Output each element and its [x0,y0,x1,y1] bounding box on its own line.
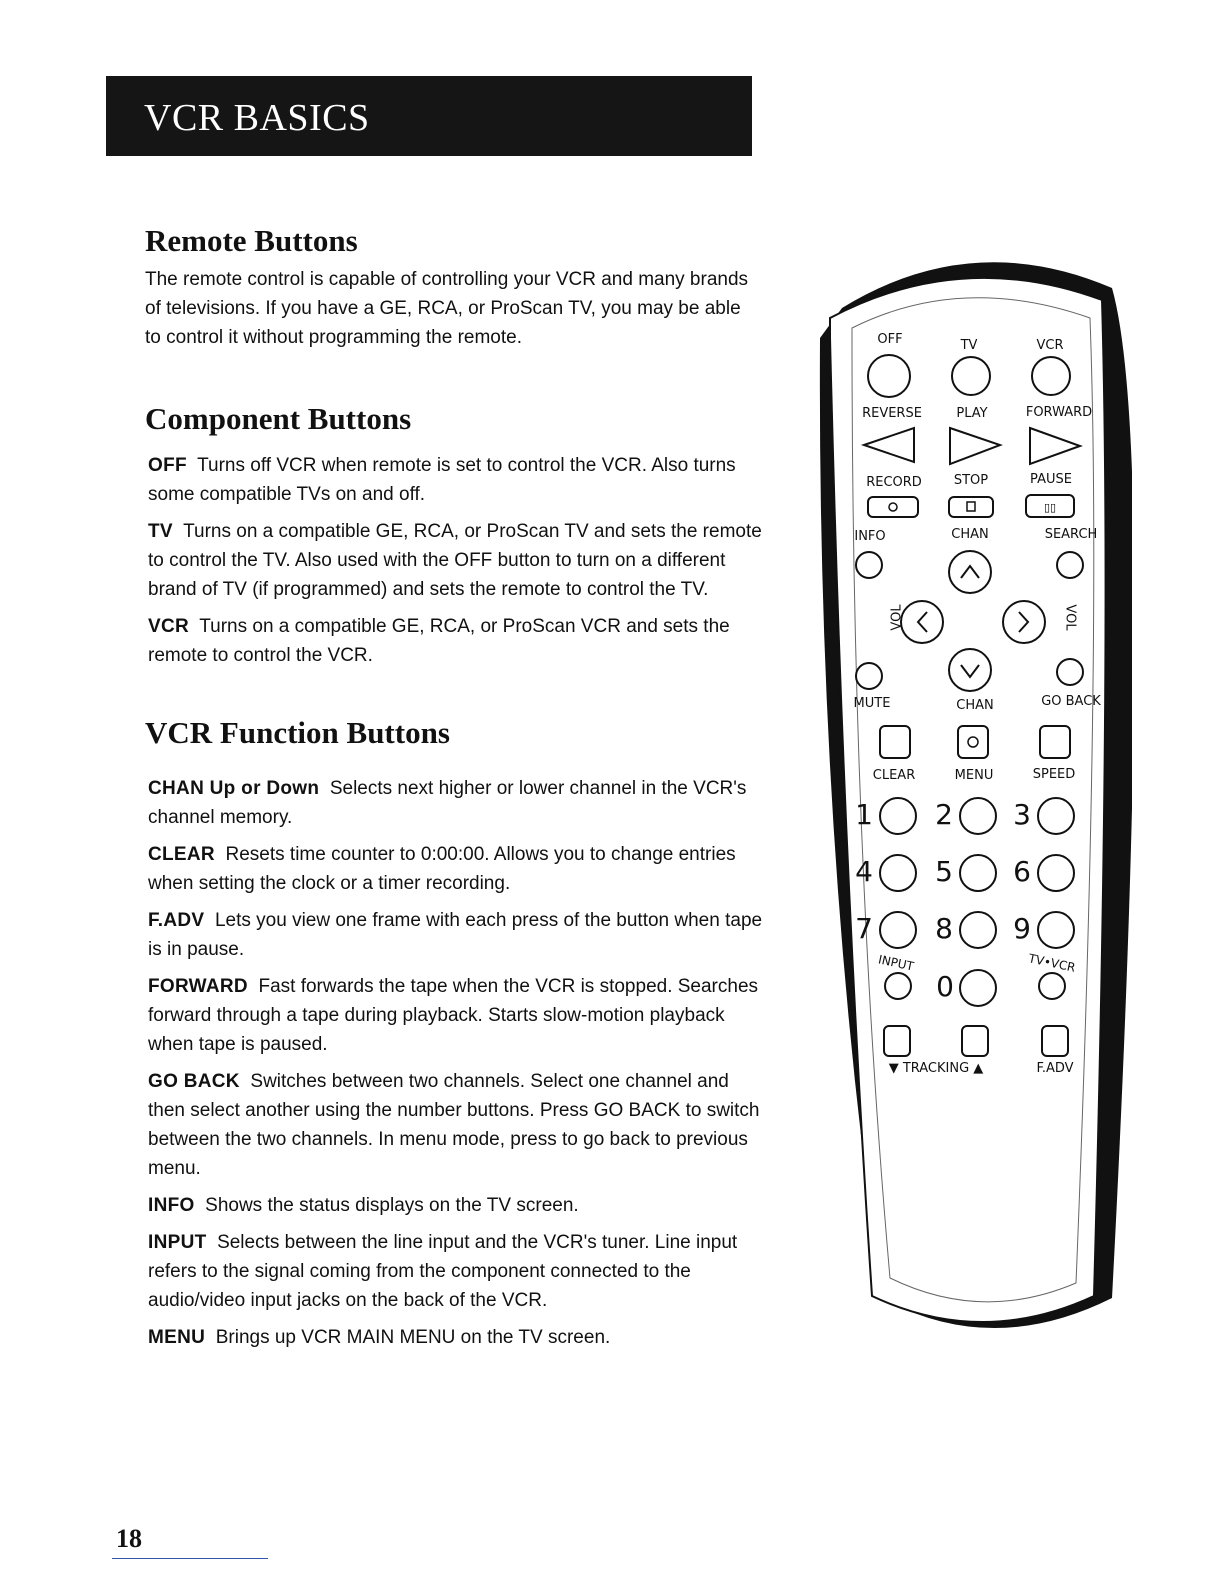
component-buttons-heading: Component Buttons [145,401,412,437]
chan-down-label: CHAN [956,698,994,713]
chan-up-label: CHAN [951,527,989,542]
section-banner [106,76,752,156]
fadv-label: F.ADV [1036,1061,1074,1076]
digit-3-label: 3 [1013,798,1031,831]
vcr-label: VCR [1036,338,1064,353]
vcr-function-buttons-heading: VCR Function Buttons [145,715,450,751]
forward-label: FORWARD [1025,405,1093,420]
entry-forward: FORWARD Fast forwards the tape when the VCR is stopped. Searches forward through a tape during playback. Starts slow-motion playback when tape is paused. [148,975,759,1055]
pause-label: PAUSE [1030,472,1072,487]
digit-7-label: 7 [855,912,873,945]
mute-label: MUTE [853,696,891,711]
pause-icon: ▯▯ [1043,501,1057,514]
tv-vcr-label: TV•VCR [1027,951,1077,975]
digit-2-label: 2 [935,798,953,831]
info-label: INFO [854,529,886,544]
remote-buttons-intro: The remote control is capable of controlling your VCR and many brands of televisions. If you have a GE, RCA, or ProScan TV, you may be able to control it without programming the remote. [145,269,749,349]
section-title: VCR BASICS [144,97,370,139]
digit-6-label: 6 [1013,855,1031,888]
digit-1-label: 1 [855,798,873,831]
vol-left-label: VOL [889,604,905,631]
entry-fadv: F.ADV Lets you view one frame with each press of the button when tape is in pause. [148,909,763,960]
page-number: 18 [116,1524,142,1553]
component-buttons-list [145,451,765,670]
tv-label: TV [960,338,978,353]
vcr-function-buttons-list [145,774,765,1352]
play-label: PLAY [956,406,988,421]
off-label: OFF [877,332,903,347]
entry-tv: TV Turns on a compatible GE, RCA, or ProScan TV and sets the remote to control the TV. Also used with the OFF button to turn on a different brand of TV (if programmed) and sets the remote to control the TV. [148,521,762,601]
entry-chan: CHAN Up or Down Selects next higher or lower channel in the VCR's channel memory. [148,777,747,828]
entry-clear: CLEAR Resets time counter to 0:00:00. Allows you to change entries when setting the clock or a timer recording. [148,843,736,894]
vol-right-label: VOL [1062,604,1078,631]
speed-label: SPEED [1032,767,1076,782]
stop-label: STOP [953,473,989,488]
search-label: SEARCH [1044,527,1098,542]
remote-control-illustration [812,248,1132,1338]
entry-input: INPUT Selects between the line input and the VCR's tuner. Line input refers to the signal coming from the component connected to the audio/video input jacks on the back of the VCR. [148,1231,738,1311]
digit-4-label: 4 [855,855,873,888]
main-text [145,222,765,1360]
tracking-label: ▼ TRACKING ▲ [888,1061,984,1076]
record-label: RECORD [866,475,922,490]
digit-8-label: 8 [935,912,953,945]
clear-label: CLEAR [872,768,916,783]
reverse-label: REVERSE [862,406,922,421]
entry-vcr: VCR Turns on a compatible GE, RCA, or ProScan VCR and sets the remote to control the VCR. [148,616,730,667]
go-back-label: GO BACK [1041,694,1101,709]
input-label: INPUT [876,952,916,974]
menu-label: MENU [954,768,994,783]
entry-off: OFF Turns off VCR when remote is set to control the VCR. Also turns some compatible TVs on and off. [148,455,736,506]
digit-0-label: 0 [936,970,954,1003]
page-number-rule [112,1558,268,1559]
remote-buttons-heading: Remote Buttons [145,223,358,258]
digit-9-label: 9 [1013,912,1031,945]
digit-5-label: 5 [935,855,953,888]
entry-info: INFO Shows the status displays on the TV screen. [148,1194,579,1216]
entry-menu: MENU Brings up VCR MAIN MENU on the TV screen. [148,1326,611,1348]
entry-go-back: GO BACK Switches between two channels. Select one channel and then select another using the number buttons. Press GO BACK to switch between the two channels. In menu mode, press to go back to previous menu. [148,1070,760,1179]
